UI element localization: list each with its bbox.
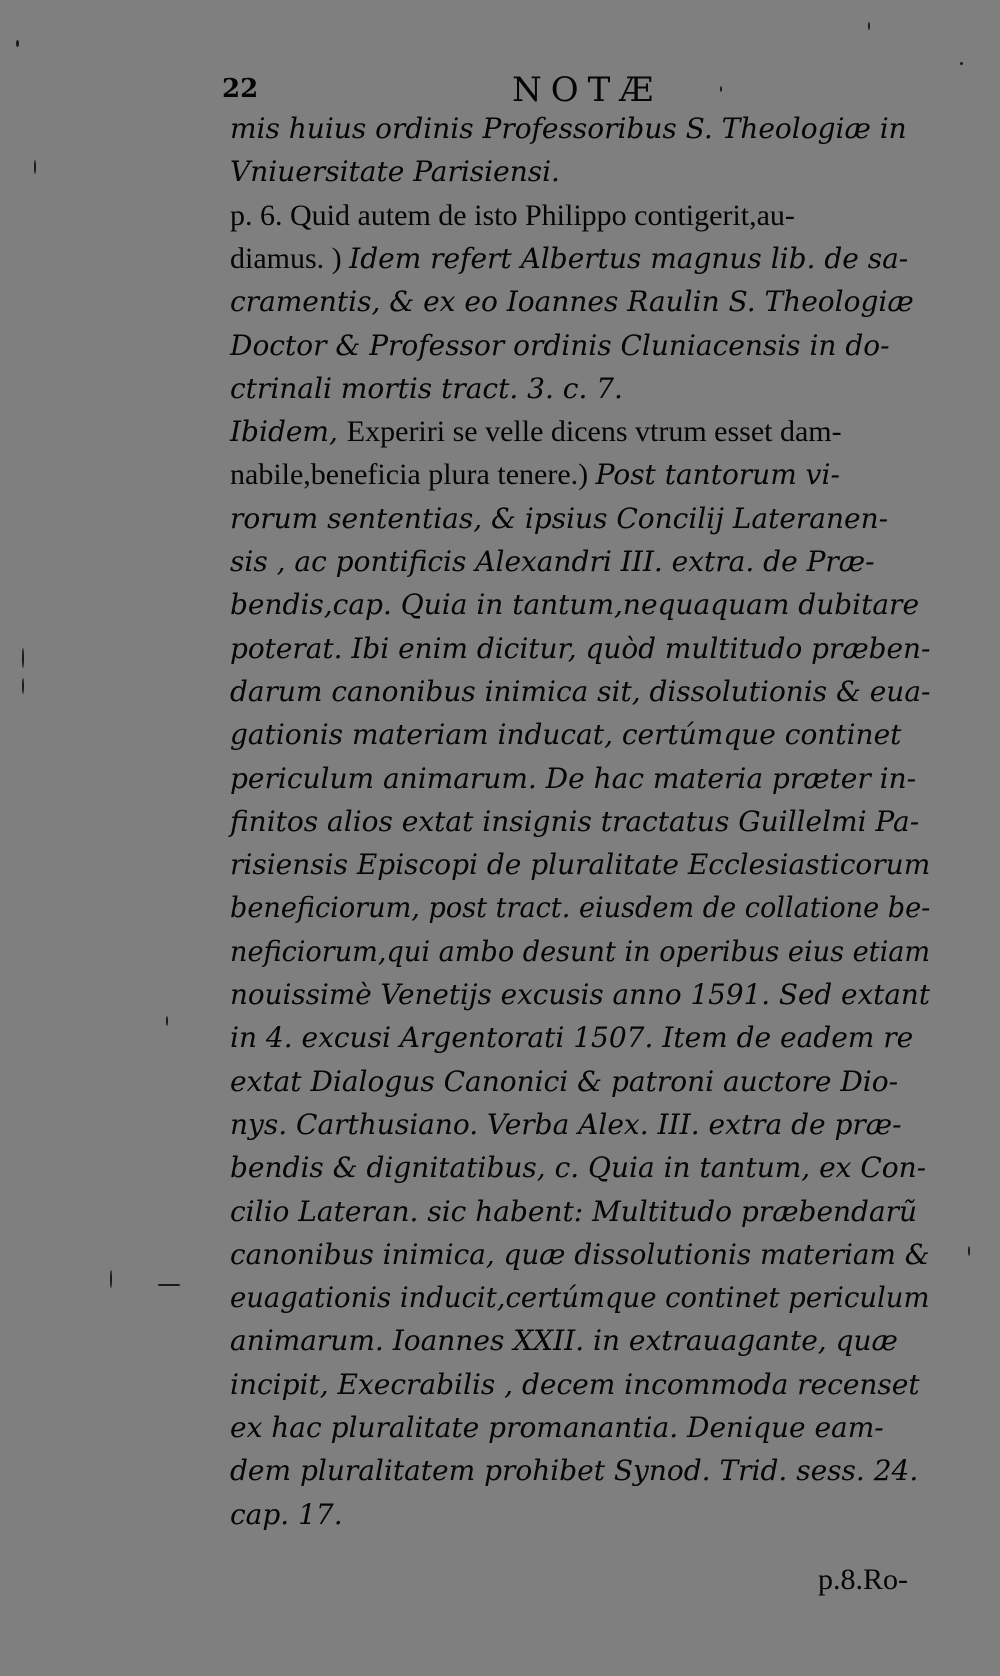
- line-text: euagationis inducit,certúmque continet periculum: [230, 1281, 930, 1315]
- line-text: ctrinali mortis tract. 3. c. 7.: [230, 371, 623, 405]
- line-text: incipit, Execrabilis , decem incommoda recenset: [230, 1367, 920, 1401]
- scan-speck: [22, 678, 24, 694]
- text-line: [230, 630, 930, 668]
- line-text: bendis,cap. Quia in tantum,nequaquam dubitare: [230, 588, 920, 622]
- line-text: bendis & dignitatibus, c. Quia in tantum, ex Con-: [230, 1151, 927, 1185]
- line-text-roman: nabile,beneficia plura tenere.): [230, 458, 596, 492]
- line-text: nys. Carthusiano. Verba Alex. III. extra de præ-: [230, 1107, 902, 1141]
- line-text-roman: Experiri se velle dicens vtrum esset dam-: [346, 415, 842, 449]
- line-text: extat Dialogus Canonici & patroni auctore Dio-: [230, 1064, 899, 1098]
- text-line: [230, 197, 795, 235]
- text-line: [230, 1106, 902, 1144]
- text-line: [230, 240, 908, 278]
- text-line: [230, 413, 842, 451]
- text-line: [230, 1322, 898, 1360]
- text-line: [230, 803, 919, 841]
- text-line: [230, 976, 930, 1014]
- line-text: sis , ac pontificis Alexandri III. extra. de Præ-: [230, 545, 875, 578]
- text-line: [230, 1063, 898, 1101]
- text-line: [230, 543, 875, 581]
- text-line: [230, 716, 901, 754]
- text-line: [230, 500, 888, 538]
- text-line: [230, 1366, 920, 1404]
- line-text: risiensis Episcopi de pluralitate Ecclesiasticorum: [230, 848, 931, 882]
- text-line: [230, 1019, 913, 1057]
- line-text: beneficiorum, post tract. eiusdem de collatione be-: [230, 891, 931, 925]
- line-text: neficiorum,qui ambo desunt in operibus eius etiam: [230, 934, 931, 968]
- text-line: [230, 456, 840, 494]
- line-text: gationis materiam inducat, certúmque continet: [230, 718, 902, 752]
- text-body: [230, 110, 940, 1540]
- catchword: p.8.Ro-: [818, 1563, 908, 1596]
- line-text: p. 6. Quid autem de isto Philippo contigerit,au-: [230, 198, 795, 232]
- scan-speck: [110, 1270, 112, 1288]
- line-text: cilio Lateran. sic habent: Multitudo præbendarũ: [230, 1194, 918, 1228]
- text-line: [230, 586, 919, 624]
- scan-speck: [166, 1016, 168, 1026]
- line-text: dem pluralitatem prohibet Synod. Trid. sess. 24.: [230, 1454, 919, 1488]
- line-text: Vniuersitate Parisiensi.: [230, 155, 560, 189]
- text-line: [230, 889, 930, 927]
- text-line: [230, 846, 930, 884]
- text-line: [230, 110, 907, 148]
- line-text: canonibus inimica, quæ dissolutionis materiam &: [230, 1237, 930, 1271]
- line-text: cramentis, & ex eo Ioannes Raulin S. Theologiæ: [230, 285, 914, 319]
- text-line: [230, 283, 914, 321]
- text-line: [230, 153, 560, 191]
- page-number: 22: [222, 74, 259, 104]
- line-text: darum canonibus inimica sit, dissolutionis & eua-: [230, 674, 931, 708]
- text-line: [230, 1149, 926, 1187]
- scan-speck: [16, 40, 19, 47]
- text-line: [230, 370, 623, 408]
- line-text-italic: Ibidem,: [230, 415, 347, 449]
- line-text: finitos alios extat insignis tractatus Guillelmi Pa-: [230, 804, 920, 838]
- page-header: [222, 70, 742, 114]
- scan-speck: [968, 1246, 970, 1256]
- line-text: Doctor & Professor ordinis Cluniacensis in do-: [230, 328, 890, 362]
- scan-speck: [960, 62, 963, 65]
- text-line: [230, 327, 890, 365]
- scan-speck: [22, 648, 24, 668]
- line-text: mis huius ordinis Professoribus S. Theologiæ in: [230, 112, 907, 145]
- line-text-italic: Idem refert Albertus magnus lib. de sa-: [349, 241, 909, 275]
- text-line: [230, 1409, 884, 1447]
- text-line: [230, 1452, 918, 1490]
- line-text: in 4. excusi Argentorati 1507. Item de eadem re: [230, 1021, 914, 1055]
- line-text: ex hac pluralitate promanantia. Denique eam-: [230, 1411, 884, 1444]
- scan-speck: [158, 1284, 180, 1286]
- scan-speck: [868, 22, 870, 30]
- line-text-roman: diamus. ): [230, 241, 350, 275]
- line-text-italic: Post tantorum vi-: [595, 458, 840, 492]
- text-line: [230, 1193, 917, 1231]
- text-line: [230, 933, 930, 971]
- text-line: [230, 760, 916, 798]
- text-line: [230, 673, 930, 711]
- text-line: [230, 1236, 930, 1274]
- line-text: periculum animarum. De hac materia præter in-: [230, 761, 917, 795]
- scan-speck: [34, 160, 36, 174]
- text-line: [230, 1279, 930, 1317]
- text-line: [230, 1496, 343, 1534]
- line-text: nouissimè Venetijs excusis anno 1591. Sed extant: [230, 978, 930, 1011]
- running-head: NOTÆ: [512, 70, 663, 110]
- line-text: cap. 17.: [230, 1497, 343, 1531]
- line-text: animarum. Ioannes XXII. in extrauagante, quæ: [230, 1324, 898, 1358]
- line-text: poterat. Ibi enim dicitur, quòd multitudo præben-: [230, 631, 931, 665]
- line-text: rorum sententias, & ipsius Concilij Lateranen-: [230, 501, 889, 535]
